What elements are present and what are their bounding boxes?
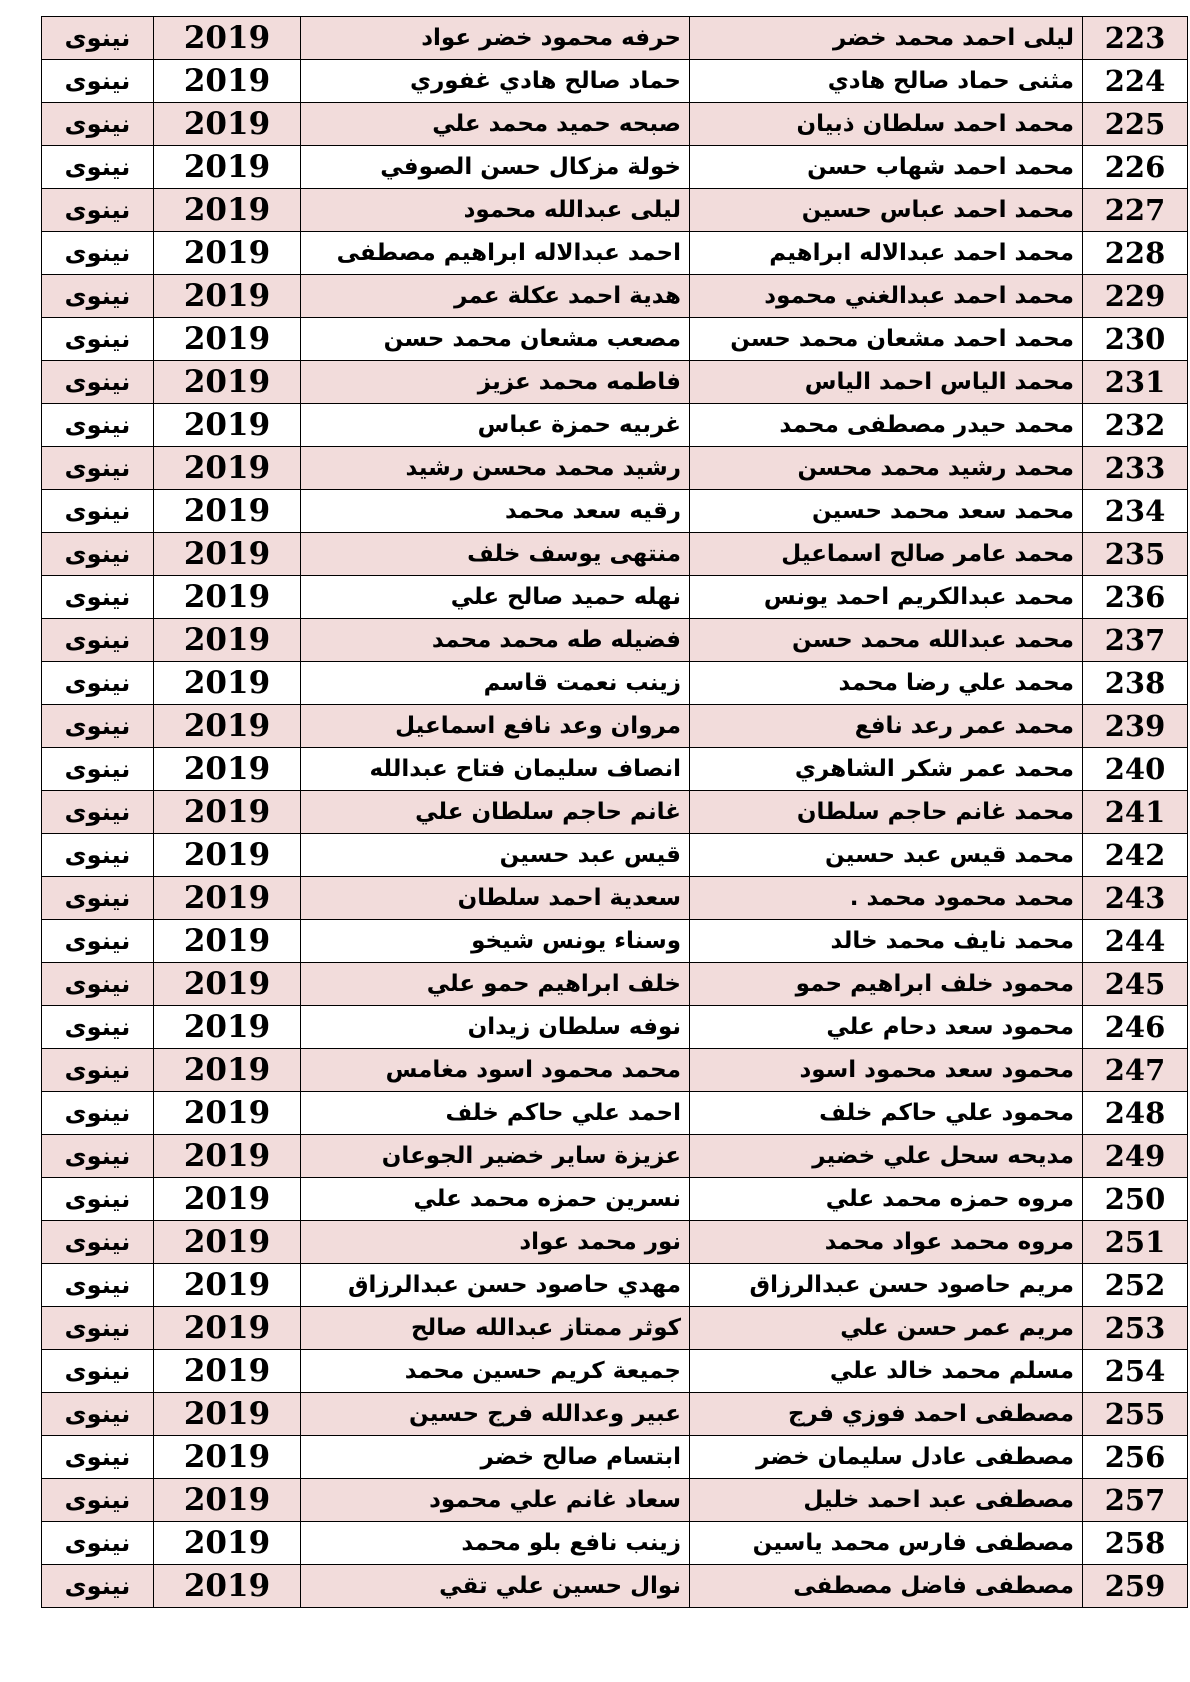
year-cell: 2019 (154, 834, 301, 877)
row-number-cell: 242 (1083, 834, 1188, 877)
year-cell: 2019 (154, 490, 301, 533)
row-number-cell: 252 (1083, 1264, 1188, 1307)
row-number-cell: 224 (1083, 60, 1188, 103)
table-row (42, 1522, 1188, 1565)
name-cell: محمد احمد عبدالغني محمود (690, 275, 1083, 318)
name-cell: محمد عمر شكر الشاهري (690, 748, 1083, 791)
year-cell: 2019 (154, 877, 301, 920)
table-row (42, 877, 1188, 920)
name-cell: محمد احمد سلطان ذبيان (690, 103, 1083, 146)
year-cell: 2019 (154, 1264, 301, 1307)
governorate-cell: نينوى (42, 1393, 154, 1436)
related-name-cell: نوال حسين علي تقي (301, 1565, 690, 1608)
row-number-cell: 247 (1083, 1049, 1188, 1092)
table-row (42, 705, 1188, 748)
governorate-cell: نينوى (42, 1006, 154, 1049)
governorate-cell: نينوى (42, 1565, 154, 1608)
name-cell: محمود علي حاكم خلف (690, 1092, 1083, 1135)
related-name-cell: قيس عبد حسين (301, 834, 690, 877)
governorate-cell: نينوى (42, 404, 154, 447)
table-row (42, 232, 1188, 275)
year-cell: 2019 (154, 318, 301, 361)
related-name-cell: كوثر ممتاز عبدالله صالح (301, 1307, 690, 1350)
related-name-cell: خولة مزكال حسن الصوفي (301, 146, 690, 189)
name-cell: محمد احمد عباس حسين (690, 189, 1083, 232)
name-cell: مريم عمر حسن علي (690, 1307, 1083, 1350)
governorate-cell: نينوى (42, 1350, 154, 1393)
related-name-cell: نهله حميد صالح علي (301, 576, 690, 619)
year-cell: 2019 (154, 146, 301, 189)
governorate-cell: نينوى (42, 877, 154, 920)
year-cell: 2019 (154, 1221, 301, 1264)
name-cell: محمد الياس احمد الياس (690, 361, 1083, 404)
year-cell: 2019 (154, 60, 301, 103)
row-number-cell: 253 (1083, 1307, 1188, 1350)
row-number-cell: 255 (1083, 1393, 1188, 1436)
governorate-cell: نينوى (42, 705, 154, 748)
related-name-cell: غانم حاجم سلطان علي (301, 791, 690, 834)
governorate-cell: نينوى (42, 576, 154, 619)
related-name-cell: جميعة كريم حسين محمد (301, 1350, 690, 1393)
year-cell: 2019 (154, 662, 301, 705)
governorate-cell: نينوى (42, 791, 154, 834)
row-number-cell: 240 (1083, 748, 1188, 791)
governorate-cell: نينوى (42, 1049, 154, 1092)
year-cell: 2019 (154, 275, 301, 318)
related-name-cell: غربيه حمزة عباس (301, 404, 690, 447)
table-row (42, 318, 1188, 361)
name-cell: محمد نايف محمد خالد (690, 920, 1083, 963)
year-cell: 2019 (154, 404, 301, 447)
name-cell: مثنى حماد صالح هادي (690, 60, 1083, 103)
year-cell: 2019 (154, 447, 301, 490)
row-number-cell: 226 (1083, 146, 1188, 189)
table-row (42, 963, 1188, 1006)
name-cell: مصطفى عبد احمد خليل (690, 1479, 1083, 1522)
table-row (42, 619, 1188, 662)
row-number-cell: 237 (1083, 619, 1188, 662)
name-cell: مصطفى فارس محمد ياسين (690, 1522, 1083, 1565)
governorate-cell: نينوى (42, 146, 154, 189)
related-name-cell: صبحه حميد محمد علي (301, 103, 690, 146)
governorate-cell: نينوى (42, 748, 154, 791)
year-cell: 2019 (154, 1307, 301, 1350)
year-cell: 2019 (154, 963, 301, 1006)
name-cell: مصطفى احمد فوزي فرج (690, 1393, 1083, 1436)
related-name-cell: منتهى يوسف خلف (301, 533, 690, 576)
table-row (42, 1135, 1188, 1178)
governorate-cell: نينوى (42, 232, 154, 275)
related-name-cell: فاطمه محمد عزيز (301, 361, 690, 404)
related-name-cell: رقيه سعد محمد (301, 490, 690, 533)
row-number-cell: 225 (1083, 103, 1188, 146)
table-row (42, 17, 1188, 60)
governorate-cell: نينوى (42, 1135, 154, 1178)
governorate-cell: نينوى (42, 662, 154, 705)
row-number-cell: 256 (1083, 1436, 1188, 1479)
table-row (42, 834, 1188, 877)
name-cell: مريم حاصود حسن عبدالرزاق (690, 1264, 1083, 1307)
row-number-cell: 251 (1083, 1221, 1188, 1264)
table-row (42, 490, 1188, 533)
name-cell: محمد عمر رعد نافع (690, 705, 1083, 748)
year-cell: 2019 (154, 1006, 301, 1049)
related-name-cell: فضيله طه محمد محمد (301, 619, 690, 662)
year-cell: 2019 (154, 1522, 301, 1565)
table-row (42, 748, 1188, 791)
table-row (42, 791, 1188, 834)
year-cell: 2019 (154, 361, 301, 404)
row-number-cell: 231 (1083, 361, 1188, 404)
related-name-cell: احمد علي حاكم خلف (301, 1092, 690, 1135)
table-row (42, 1479, 1188, 1522)
table-row (42, 1006, 1188, 1049)
table-row (42, 60, 1188, 103)
name-cell: محمد احمد عبدالاله ابراهيم (690, 232, 1083, 275)
row-number-cell: 234 (1083, 490, 1188, 533)
year-cell: 2019 (154, 533, 301, 576)
related-name-cell: وسناء يونس شيخو (301, 920, 690, 963)
governorate-cell: نينوى (42, 1092, 154, 1135)
related-name-cell: حماد صالح هادي غفوري (301, 60, 690, 103)
name-cell: ليلى احمد محمد خضر (690, 17, 1083, 60)
name-cell: محمد سعد محمد حسين (690, 490, 1083, 533)
table-row (42, 1393, 1188, 1436)
name-cell: محمد قيس عبد حسين (690, 834, 1083, 877)
year-cell: 2019 (154, 1565, 301, 1608)
related-name-cell: احمد عبدالاله ابراهيم مصطفى (301, 232, 690, 275)
related-name-cell: ابتسام صالح خضر (301, 1436, 690, 1479)
governorate-cell: نينوى (42, 1221, 154, 1264)
row-number-cell: 246 (1083, 1006, 1188, 1049)
name-cell: محمد حيدر مصطفى محمد (690, 404, 1083, 447)
year-cell: 2019 (154, 189, 301, 232)
table-row (42, 103, 1188, 146)
names-table (41, 16, 1188, 1608)
table-row (42, 189, 1188, 232)
governorate-cell: نينوى (42, 1178, 154, 1221)
governorate-cell: نينوى (42, 447, 154, 490)
governorate-cell: نينوى (42, 318, 154, 361)
year-cell: 2019 (154, 1436, 301, 1479)
table-row (42, 1264, 1188, 1307)
year-cell: 2019 (154, 705, 301, 748)
related-name-cell: مروان وعد نافع اسماعيل (301, 705, 690, 748)
name-cell: مسلم محمد خالد علي (690, 1350, 1083, 1393)
row-number-cell: 245 (1083, 963, 1188, 1006)
table-row (42, 1307, 1188, 1350)
row-number-cell: 232 (1083, 404, 1188, 447)
row-number-cell: 230 (1083, 318, 1188, 361)
related-name-cell: نسرين حمزه محمد علي (301, 1178, 690, 1221)
governorate-cell: نينوى (42, 490, 154, 533)
related-name-cell: نوفه سلطان زيدان (301, 1006, 690, 1049)
name-cell: محمد عبدالكريم احمد يونس (690, 576, 1083, 619)
year-cell: 2019 (154, 1350, 301, 1393)
name-cell: محمد عامر صالح اسماعيل (690, 533, 1083, 576)
row-number-cell: 243 (1083, 877, 1188, 920)
related-name-cell: انصاف سليمان فتاح عبدالله (301, 748, 690, 791)
governorate-cell: نينوى (42, 963, 154, 1006)
name-cell: محمد احمد شهاب حسن (690, 146, 1083, 189)
row-number-cell: 223 (1083, 17, 1188, 60)
name-cell: مروه حمزه محمد علي (690, 1178, 1083, 1221)
row-number-cell: 229 (1083, 275, 1188, 318)
table-row (42, 275, 1188, 318)
year-cell: 2019 (154, 232, 301, 275)
name-cell: مصطفى فاضل مصطفى (690, 1565, 1083, 1608)
related-name-cell: عزيزة ساير خضير الجوعان (301, 1135, 690, 1178)
related-name-cell: محمد محمود اسود مغامس (301, 1049, 690, 1092)
table-row (42, 404, 1188, 447)
row-number-cell: 241 (1083, 791, 1188, 834)
related-name-cell: عبير وعدالله فرج حسين (301, 1393, 690, 1436)
related-name-cell: ليلى عبدالله محمود (301, 189, 690, 232)
table-row (42, 533, 1188, 576)
governorate-cell: نينوى (42, 920, 154, 963)
row-number-cell: 233 (1083, 447, 1188, 490)
row-number-cell: 250 (1083, 1178, 1188, 1221)
related-name-cell: مهدي حاصود حسن عبدالرزاق (301, 1264, 690, 1307)
year-cell: 2019 (154, 748, 301, 791)
governorate-cell: نينوى (42, 1479, 154, 1522)
related-name-cell: رشيد محمد محسن رشيد (301, 447, 690, 490)
row-number-cell: 254 (1083, 1350, 1188, 1393)
name-cell: محمد غانم حاجم سلطان (690, 791, 1083, 834)
row-number-cell: 235 (1083, 533, 1188, 576)
related-name-cell: زينب نافع بلو محمد (301, 1522, 690, 1565)
governorate-cell: نينوى (42, 275, 154, 318)
related-name-cell: زينب نعمت قاسم (301, 662, 690, 705)
governorate-cell: نينوى (42, 1436, 154, 1479)
name-cell: محمد رشيد محمد محسن (690, 447, 1083, 490)
row-number-cell: 259 (1083, 1565, 1188, 1608)
year-cell: 2019 (154, 1135, 301, 1178)
table-row (42, 1436, 1188, 1479)
related-name-cell: هدية احمد عكلة عمر (301, 275, 690, 318)
table-row (42, 1221, 1188, 1264)
name-cell: مروه محمد عواد محمد (690, 1221, 1083, 1264)
related-name-cell: سعدية احمد سلطان (301, 877, 690, 920)
year-cell: 2019 (154, 17, 301, 60)
table-row (42, 146, 1188, 189)
name-cell: محمود خلف ابراهيم حمو (690, 963, 1083, 1006)
year-cell: 2019 (154, 920, 301, 963)
related-name-cell: خلف ابراهيم حمو علي (301, 963, 690, 1006)
table-row (42, 1565, 1188, 1608)
governorate-cell: نينوى (42, 60, 154, 103)
governorate-cell: نينوى (42, 1307, 154, 1350)
year-cell: 2019 (154, 1178, 301, 1221)
row-number-cell: 239 (1083, 705, 1188, 748)
year-cell: 2019 (154, 1393, 301, 1436)
governorate-cell: نينوى (42, 1264, 154, 1307)
governorate-cell: نينوى (42, 619, 154, 662)
year-cell: 2019 (154, 103, 301, 146)
year-cell: 2019 (154, 619, 301, 662)
year-cell: 2019 (154, 576, 301, 619)
row-number-cell: 249 (1083, 1135, 1188, 1178)
governorate-cell: نينوى (42, 17, 154, 60)
table-row (42, 920, 1188, 963)
governorate-cell: نينوى (42, 533, 154, 576)
table-body (42, 17, 1188, 1608)
table-row (42, 1092, 1188, 1135)
related-name-cell: سعاد غانم علي محمود (301, 1479, 690, 1522)
year-cell: 2019 (154, 791, 301, 834)
row-number-cell: 228 (1083, 232, 1188, 275)
name-cell: محمد علي رضا محمد (690, 662, 1083, 705)
table-row (42, 447, 1188, 490)
name-cell: محمد عبدالله محمد حسن (690, 619, 1083, 662)
row-number-cell: 248 (1083, 1092, 1188, 1135)
related-name-cell: نور محمد عواد (301, 1221, 690, 1264)
name-cell: محمود سعد دحام علي (690, 1006, 1083, 1049)
table-row (42, 1178, 1188, 1221)
governorate-cell: نينوى (42, 189, 154, 232)
name-cell: محمد محمود محمد . (690, 877, 1083, 920)
name-cell: محمد احمد مشعان محمد حسن (690, 318, 1083, 361)
table-row (42, 662, 1188, 705)
year-cell: 2019 (154, 1092, 301, 1135)
name-cell: محمود سعد محمود اسود (690, 1049, 1083, 1092)
governorate-cell: نينوى (42, 103, 154, 146)
name-cell: مديحه سحل علي خضير (690, 1135, 1083, 1178)
row-number-cell: 244 (1083, 920, 1188, 963)
table-row (42, 1049, 1188, 1092)
row-number-cell: 258 (1083, 1522, 1188, 1565)
related-name-cell: مصعب مشعان محمد حسن (301, 318, 690, 361)
row-number-cell: 238 (1083, 662, 1188, 705)
row-number-cell: 257 (1083, 1479, 1188, 1522)
table-row (42, 361, 1188, 404)
row-number-cell: 227 (1083, 189, 1188, 232)
governorate-cell: نينوى (42, 834, 154, 877)
related-name-cell: حرفه محمود خضر عواد (301, 17, 690, 60)
year-cell: 2019 (154, 1049, 301, 1092)
governorate-cell: نينوى (42, 1522, 154, 1565)
row-number-cell: 236 (1083, 576, 1188, 619)
year-cell: 2019 (154, 1479, 301, 1522)
table-row (42, 576, 1188, 619)
governorate-cell: نينوى (42, 361, 154, 404)
table-row (42, 1350, 1188, 1393)
name-cell: مصطفى عادل سليمان خضر (690, 1436, 1083, 1479)
